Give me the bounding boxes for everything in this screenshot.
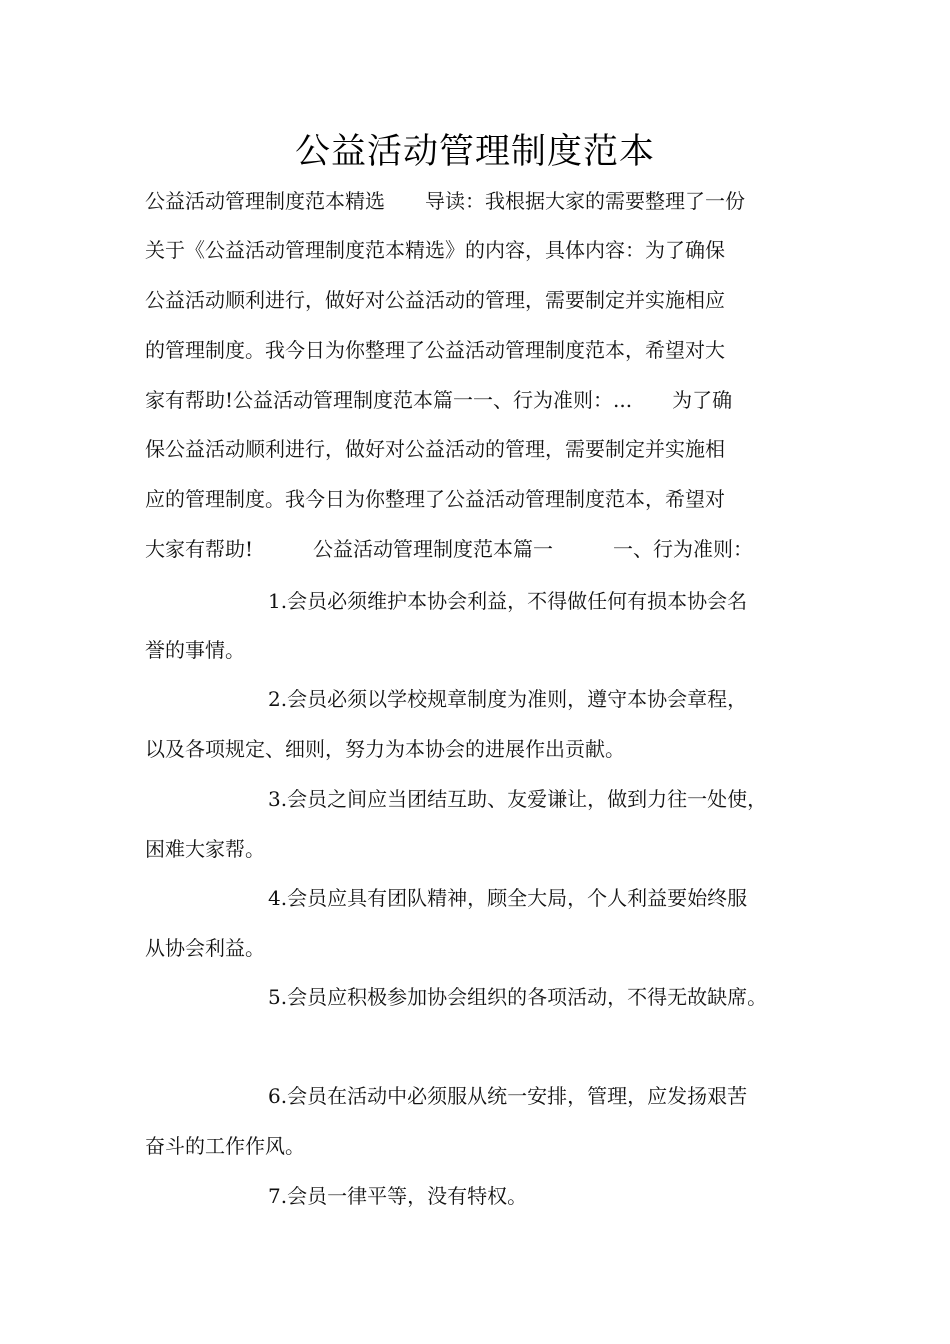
rule-3-line-2: 困难大家帮。 [145, 837, 265, 861]
rule-2-line-1: 2.会员必须以学校规章制度为准则，遵守本协会章程， [268, 687, 748, 711]
intro-line: 家有帮助!公益活动管理制度范本篇一一、行为准则：... 为了确 [145, 388, 733, 412]
intro-line: 应的管理制度。我今日为你整理了公益活动管理制度范本，希望对 [145, 487, 725, 511]
intro-line: 保公益活动顺利进行，做好对公益活动的管理，需要制定并实施相 [145, 437, 725, 461]
intro-line: 大家有帮助! 公益活动管理制度范本篇一 一、行为准则： [145, 537, 754, 561]
rule-2-line-2: 以及各项规定、细则，努力为本协会的进展作出贡献。 [145, 737, 625, 761]
rule-1-line-1: 1.会员必须维护本协会利益，不得做任何有损本协会名 [268, 589, 748, 613]
rule-7-line-1: 7.会员一律平等，没有特权。 [268, 1184, 528, 1208]
document-title: 公益活动管理制度范本 [294, 132, 655, 172]
rule-4-line-1: 4.会员应具有团队精神，顾全大局，个人利益要始终服 [268, 886, 748, 910]
intro-line: 关于《公益活动管理制度范本精选》的内容，具体内容：为了确保 [145, 238, 725, 262]
rule-4-line-2: 从协会利益。 [145, 936, 265, 960]
rule-5-line-1: 5.会员应积极参加协会组织的各项活动，不得无故缺席。 [268, 985, 768, 1009]
rule-6-line-2: 奋斗的工作作风。 [145, 1134, 305, 1158]
rule-1-line-2: 誉的事情。 [145, 638, 245, 662]
intro-line: 公益活动顺利进行，做好对公益活动的管理，需要制定并实施相应 [145, 288, 725, 312]
intro-line: 公益活动管理制度范本精选 导读：我根据大家的需要整理了一份 [145, 189, 745, 213]
intro-line: 的管理制度。我今日为你整理了公益活动管理制度范本，希望对大 [145, 338, 725, 362]
rule-3-line-1: 3.会员之间应当团结互助、友爱谦让，做到力往一处使， [268, 787, 768, 811]
rule-6-line-1: 6.会员在活动中必须服从统一安排，管理，应发扬艰苦 [268, 1084, 748, 1108]
